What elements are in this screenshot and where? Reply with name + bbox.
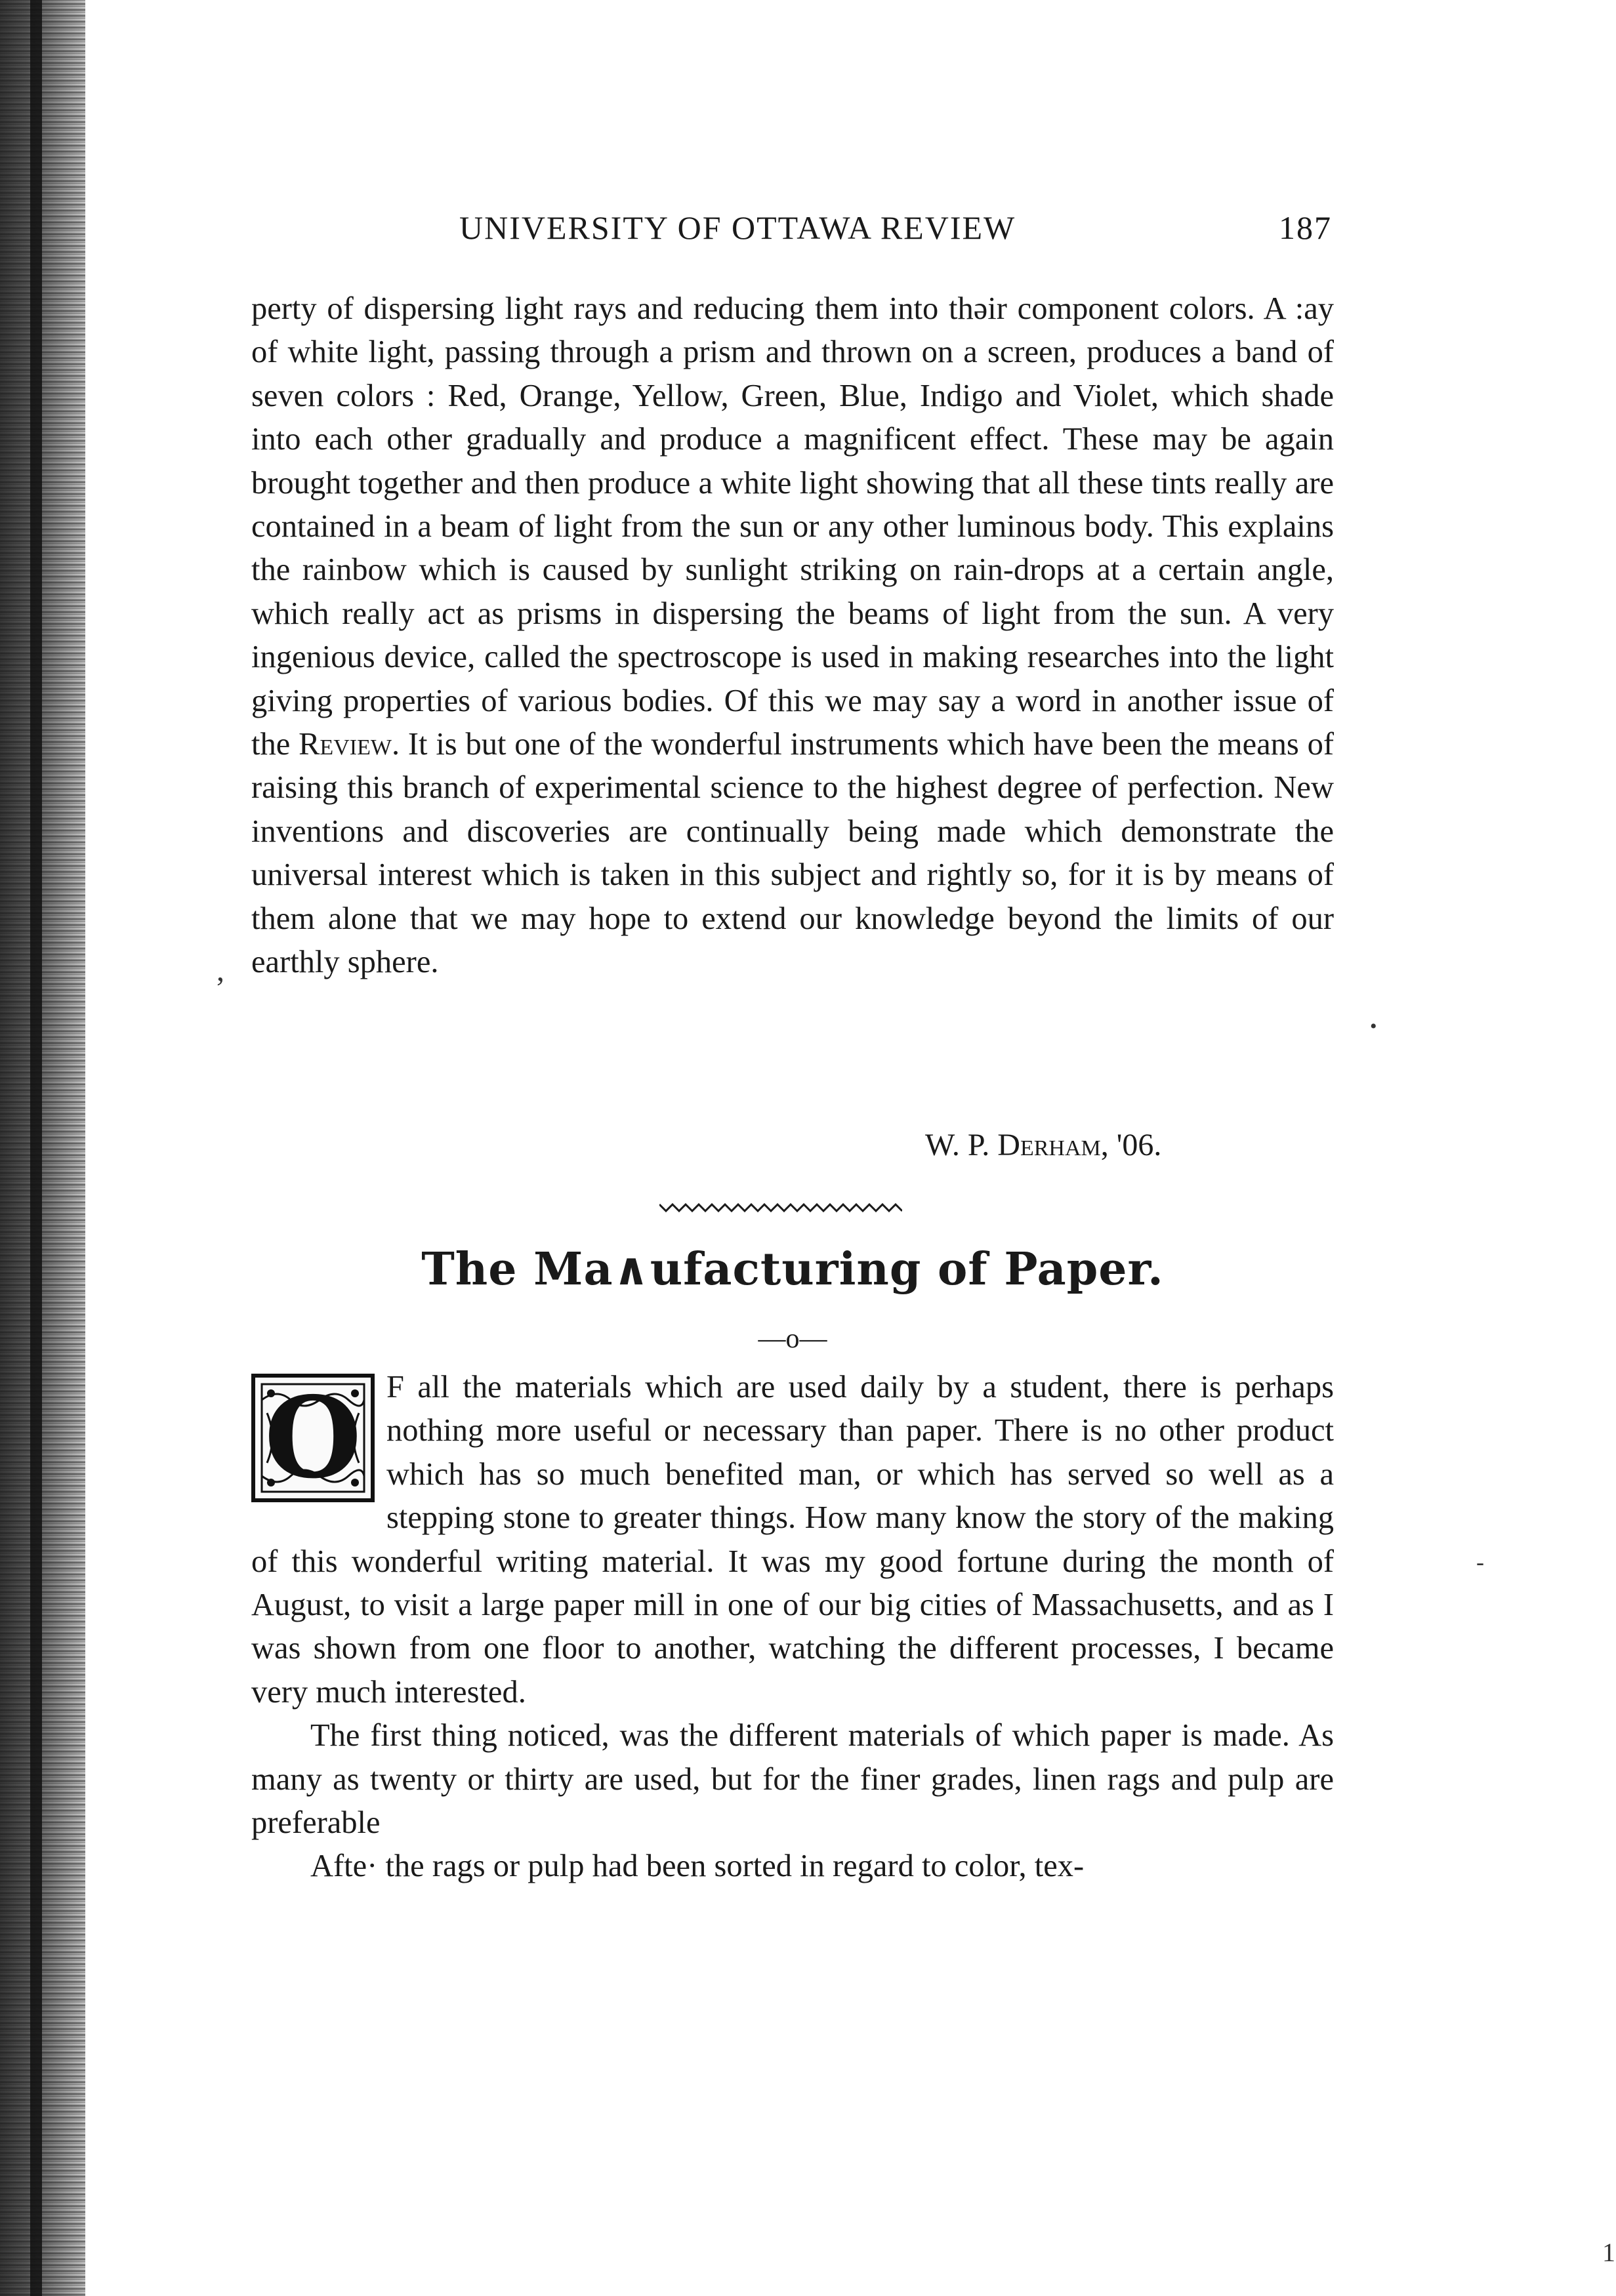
right-margin-dot: • — [1370, 1015, 1377, 1037]
article-2-paragraph-2: The first thing noticed, was the different materials of which paper is made. As many as twenty or thirty are used, but for the finer grades, linen rags and pulp are preferable — [251, 1718, 1334, 1841]
article-1-body — [251, 287, 1334, 985]
signature-initials: W. P. — [925, 1128, 998, 1162]
binding-shadow-line — [30, 0, 42, 2296]
wavy-ornament-rule — [659, 1199, 902, 1216]
article-1-text-part-1: perty of dispersing light rays and reducing them into thəir component colors. A :ay of white light, passing through a prism and thrown on a screen, produces a band of seven colors : Red, Orange, Yellow, Green, Blue, Indigo and Violet, which shade into each other gradually and produce a magnificent effect. Theѕe may be again brought together and then produce a white light showing that all these tints really are contained in a beam of light from the sun or any other luminous body. This explains the rainbow which is caused by sunlight striking on rain-drops at a certain angle, which really act as prisms in dispersing the beams of light from the sun. A very ingenious device, called the spectroscope is used in making researches into the light giving properties of various bodies. Of this we may say a word in another issue of the — [251, 291, 1334, 762]
title-separator: —o— — [758, 1324, 827, 1354]
article-2-paragraph-1-text: F all the materials which are used daily by a student, there is perhaps nothing more useful or necessary than paper. There is no other product which has so much benefited man, or which has served so well as a stepping stone to greater things. How many know the story of the making of this wonderful writing material. It was my good fortune during the month of August, to visit a large paper mill in one of our big cities of Massachusetts, and as I was shown from one floor to another, watching the different processes, I became very much interested. — [251, 1370, 1334, 1710]
article-2-paragraph-1 — [251, 1366, 1334, 1714]
signature-year: , '06. — [1100, 1128, 1162, 1162]
article-1-text-part-2: . It is but one of the wonderful instruments which have been the means of raising this branch of experimental science to the highest degree of perfection. New inventions and discoveries are continually being made which demonstrate the universal interest which is taken in this subject and rightly so, for it is by means of them alone that we may hope to extend our knowledge beyond the limits of our earthly sphere. — [251, 727, 1334, 980]
right-margin-dash: - — [1476, 1549, 1484, 1575]
left-margin-comma: , — [217, 953, 224, 988]
journal-name-smallcaps: Review — [299, 727, 392, 762]
scanned-binding-edge — [0, 0, 85, 2296]
signature-surname: Derham — [997, 1128, 1101, 1162]
article-1-paragraph — [251, 287, 1334, 985]
article-2-title: The Ma∧ufacturing of Paper. — [421, 1243, 1164, 1296]
article-2-body — [251, 1366, 1334, 1889]
running-head-title: UNIVERSITY OF OTTAWA REVIEW — [459, 209, 1016, 246]
drop-cap-letter: O — [264, 1372, 362, 1504]
article-2-paragraph-3: Afte· the rags or pulp had been sorted in regard to color, tex- — [310, 1849, 1085, 1884]
drop-cap-ornament — [251, 1374, 375, 1502]
article-1-signature — [925, 1126, 1161, 1165]
running-head — [459, 209, 1332, 255]
page-number: 187 — [1279, 209, 1332, 246]
bottom-right-digit: 1 — [1602, 2238, 1615, 2267]
